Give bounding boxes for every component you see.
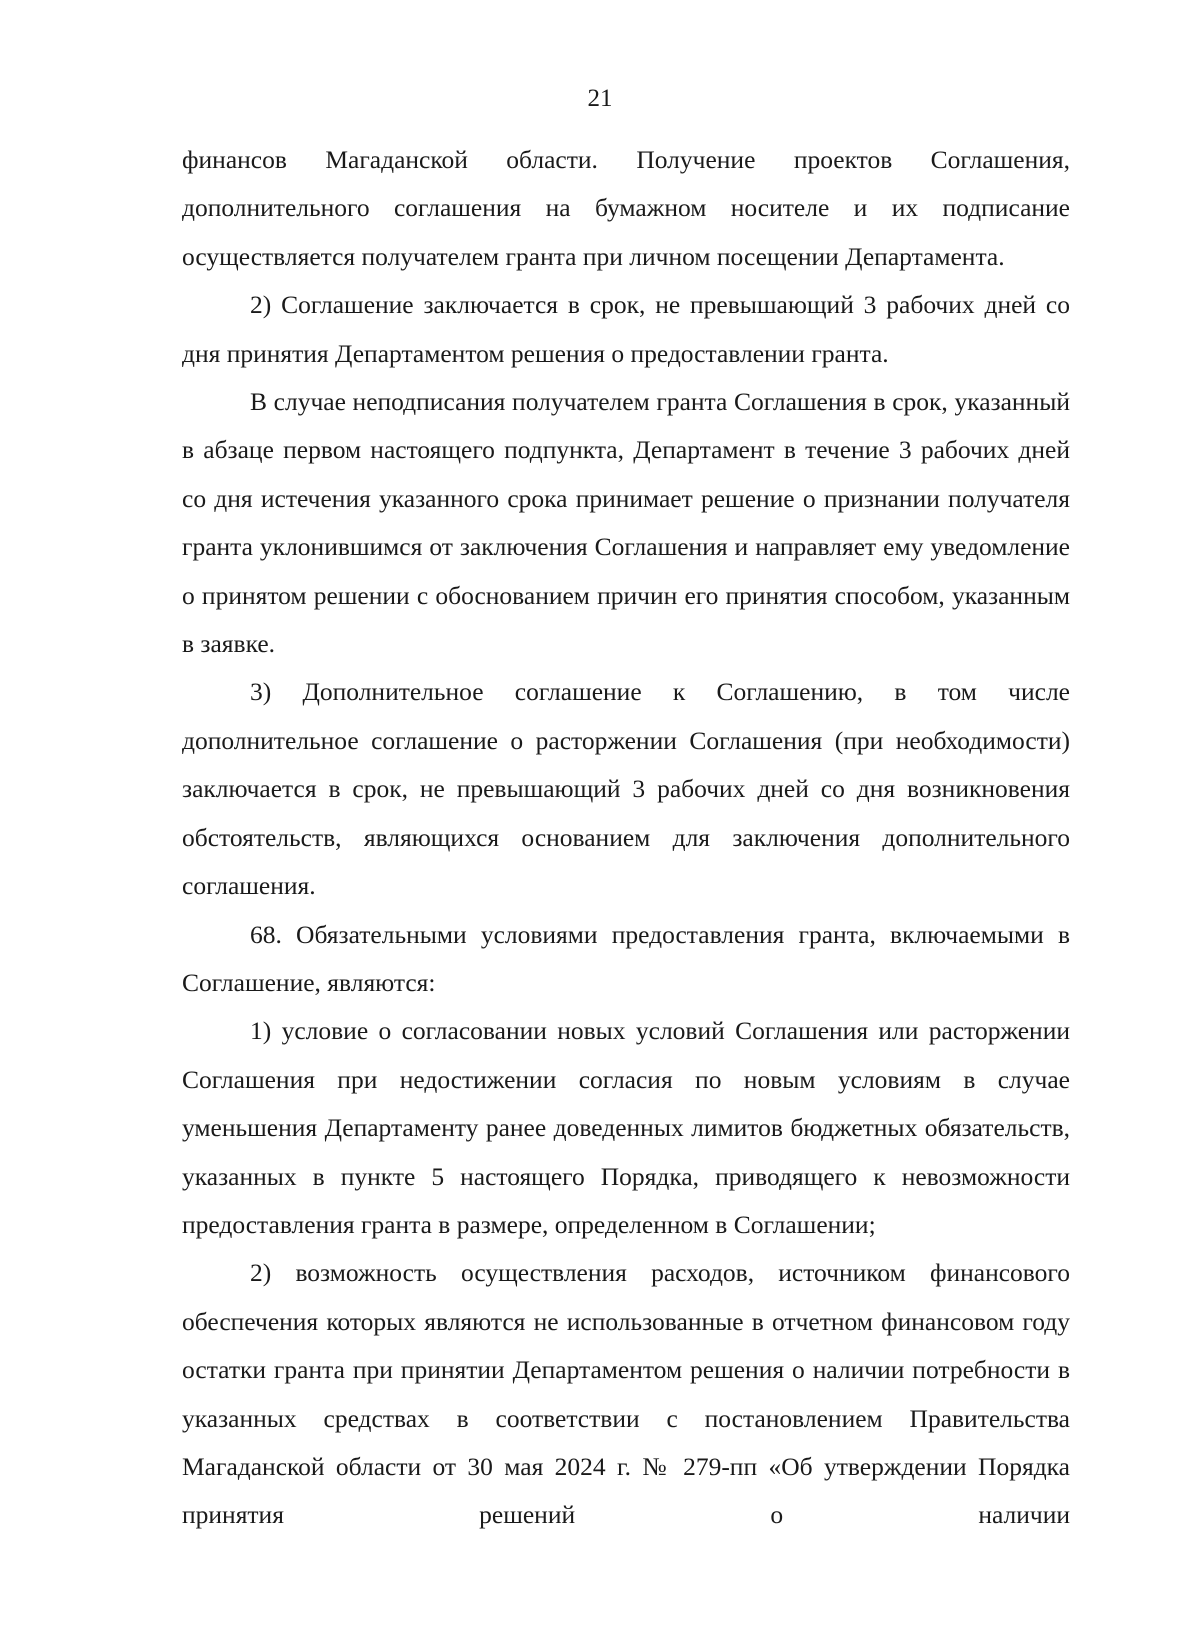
paragraph-subitem-3: 3) Дополнительное соглашение к Соглашению, в том числе дополнительное соглашение о расторжении Соглашения (при необходимости) заключается в срок, не превышающий 3 рабочих дней со дня возникновения обстоятельств, являющихся основанием для заключения дополнительного соглашения. — [182, 677, 1070, 901]
paragraph-condition-2: 2) возможность осуществления расходов, источником финансового обеспечения которых являются не использованные в отчетном финансовом году остатки гранта при принятии Департаментом решения о наличии потребности в указанных средствах в соответствии с постановлением Правительства Магаданской области от 30 мая 2024 г. № 279-пп «Об утверждении Порядка принятия решений о наличии — [182, 1258, 1070, 1530]
paragraph-continuation: финансов Магаданской области. Получение проектов Соглашения, дополнительного соглашения на бумажном носителе и их подписание осуществляется получателем гранта при личном посещении Департамента. — [182, 145, 1070, 271]
page-number: 21 — [587, 85, 613, 112]
paragraph-item-68: 68. Обязательными условиями предоставления гранта, включаемыми в Соглашение, являются: — [182, 919, 1070, 997]
paragraph-condition-1: 1) условие о согласовании новых условий Соглашения или расторжении Соглашения при недостижении согласия по новым условиям в случае уменьшения Департаменту ранее доведенных лимитов бюджетных обязательств, указанных в пункте 5 настоящего Порядка, приводящего к невозможности предоставления гранта в размере, определенном в Соглашении; — [182, 1016, 1070, 1239]
paragraph-subitem-2: 2) Соглашение заключается в срок, не превышающий 3 рабочих дней со дня принятия Департаментом решения о предоставлении гранта. — [182, 290, 1070, 368]
document-body — [182, 136, 1070, 1540]
paragraph-refusal: В случае неподписания получателем гранта Соглашения в срок, указанный в абзаце первом настоящего подпункта, Департамент в течение 3 рабочих дней со дня истечения указанного срока принимает решение о признании получателя гранта уклонившимся от заключения Соглашения и направляет ему уведомление о принятом решении с обоснованием причин его принятия способом, указанным в заявке. — [182, 387, 1070, 659]
